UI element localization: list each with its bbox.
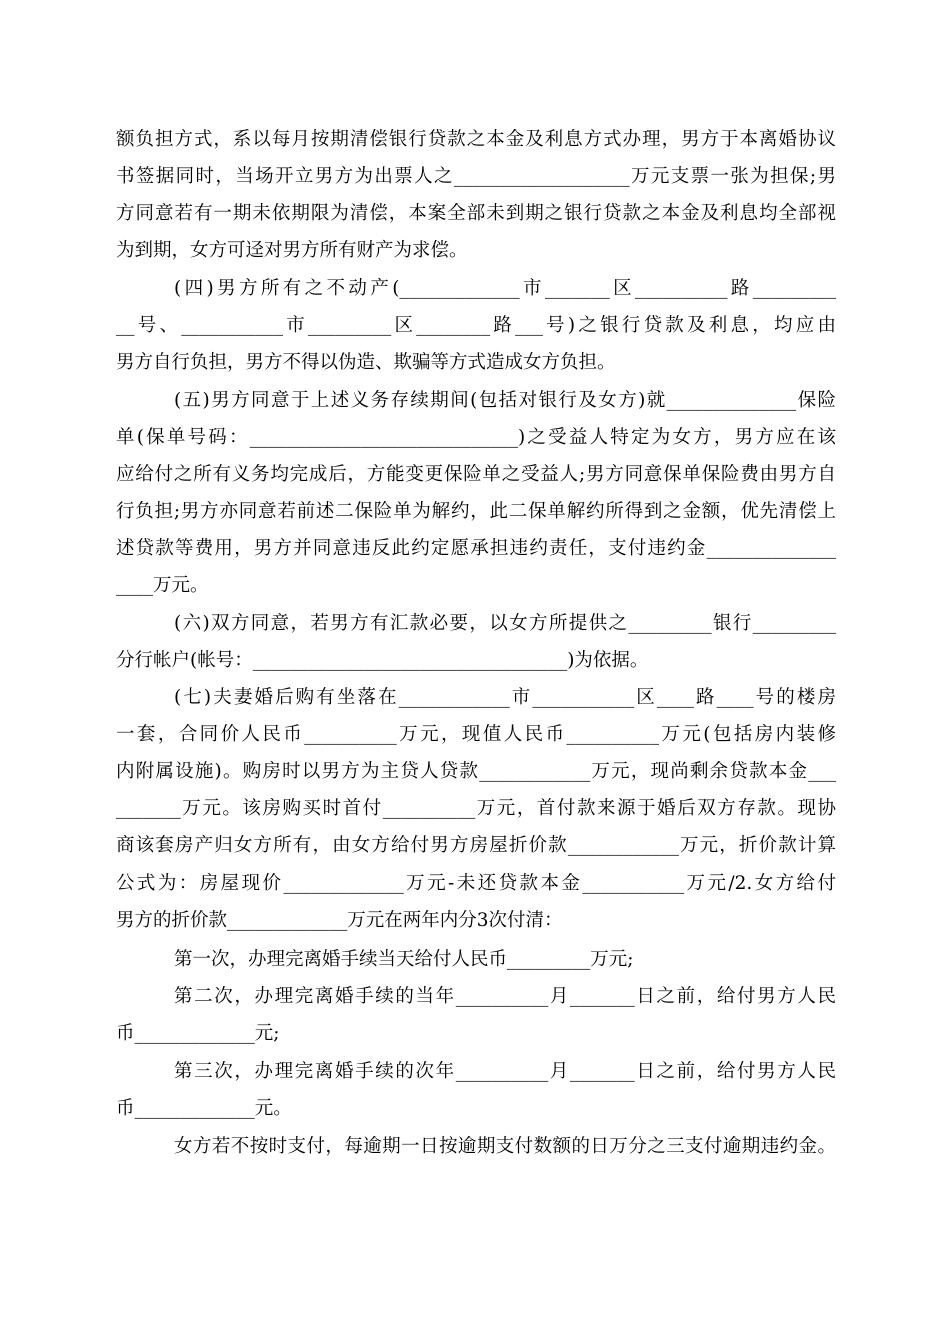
text-line: _______万元。该房购买时首付__________万元，首付款来源于婚后双方存款。现协: [116, 798, 836, 819]
clause-7-heading: (七)夫妻婚后购有坐落在____________市___________区____路____号的楼房: [174, 687, 836, 708]
text-line: 内附属设施)。购房时以男方为主贷人贷款____________万元，现尚剩余贷款本金___: [116, 761, 836, 782]
text-line: 男方的折价款_____________万元在两年内分3次付清：: [116, 910, 563, 931]
text-line: __号、___________市_________区________路___号)之银行贷款及利息，均应由: [116, 315, 836, 336]
payment-first: 第一次，办理完离婚手续当天给付人民币_________万元;: [174, 949, 634, 970]
text-line: 书签据同时，当场开立男方为出票人之___________________万元支票一张为担保;男: [116, 166, 836, 187]
text-line: 为到期，女方可迳对男方所有财产为求偿。: [116, 240, 468, 261]
text-line: 分行帐户(帐号：__________________________________)为依据。: [116, 650, 649, 671]
clause-5-heading: (五)男方同意于上述义务存续期间(包括对银行及女方)就______________保险: [174, 390, 836, 411]
text-line: 男方自行负担，男方不得以伪造、欺骗等方式造成女方负担。: [116, 352, 616, 373]
penalty-clause: 女方若不按时支付，每逾期一日按逾期支付数额的日万分之三支付逾期违约金。: [174, 1136, 836, 1157]
text-line: 币_____________元。: [116, 1098, 292, 1119]
text-line: ____万元。: [116, 575, 209, 596]
payment-second: 第二次，办理完离婚手续的当年__________月_______日之前，给付男方人民: [174, 986, 836, 1007]
text-line: 单(保单号码：_____________________________)之受益人特定为女方，男方应在该: [116, 427, 836, 448]
text-line: 述贷款等费用，男方并同意违反此约定愿承担违约责任，支付违约金______________: [116, 538, 836, 559]
clause-6-heading: (六)双方同意，若男方有汇款必要，以女方所提供之_________银行_________: [174, 613, 836, 634]
text-line: 一套，合同价人民币__________万元，现值人民币__________万元(包括房内装修: [116, 724, 836, 745]
text-line: 商该套房产归女方所有，由女方给付男方房屋折价款____________万元，折价款计算: [116, 835, 836, 856]
text-line: 公式为：房屋现价_____________万元-未还贷款本金___________万元/2.女方给付: [116, 873, 836, 894]
text-line: 额负担方式，系以每月按期清偿银行贷款之本金及利息方式办理，男方于本离婚协议: [116, 129, 836, 150]
clause-4-heading: (四)男方所有之不动产(_____________市_______区__________路_________: [174, 278, 836, 299]
text-line: 方同意若有一期未依期限为清偿，本案全部未到期之银行贷款之本金及利息均全部视: [116, 203, 836, 224]
text-line: 币_____________元;: [116, 1023, 280, 1044]
text-line: 应给付之所有义务均完成后，方能变更保险单之受益人;男方同意保单保险费由男方自: [116, 464, 836, 485]
payment-third: 第三次，办理完离婚手续的次年__________月_______日之前，给付男方人民: [174, 1061, 836, 1082]
text-line: 行负担;男方亦同意若前述二保险单为解约，此二保单解约所得到之金额，优先清偿上: [116, 501, 836, 522]
